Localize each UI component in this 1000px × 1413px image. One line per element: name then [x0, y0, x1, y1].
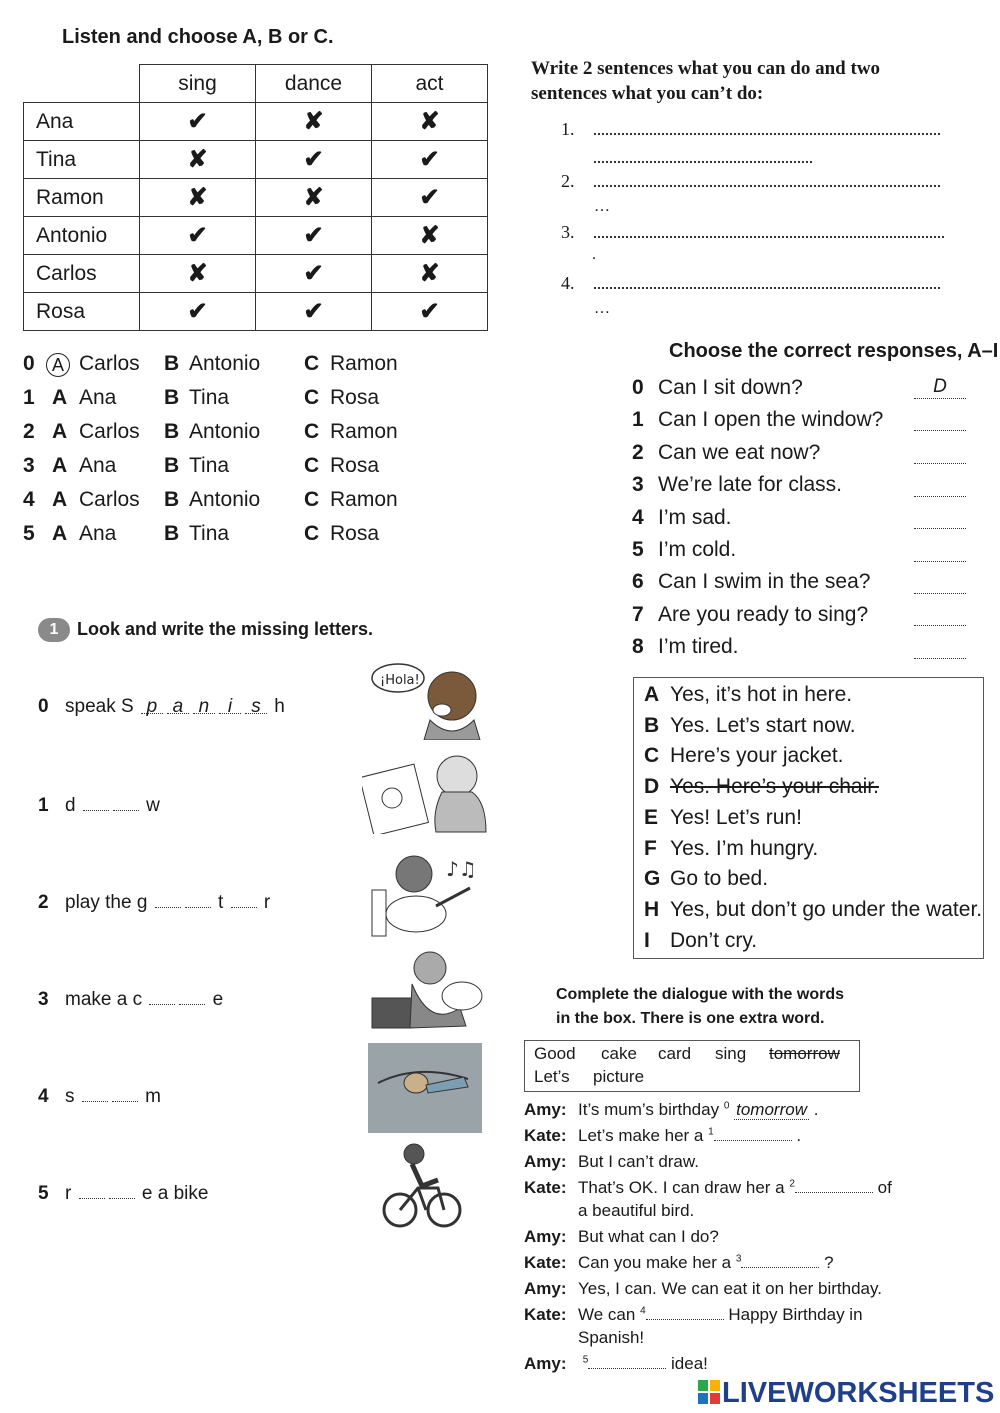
- dialogue-input-4[interactable]: [646, 1306, 724, 1320]
- response-question-0: 0 Can I sit down?: [632, 376, 803, 399]
- exercise-badge: 1: [38, 618, 70, 642]
- answer-option: I Don’t cry.: [644, 929, 758, 952]
- listen-title: Listen and choose A, B or C.: [62, 26, 334, 48]
- write-item-2-number: 2.: [561, 171, 575, 191]
- answer-option: G Go to bed.: [644, 867, 769, 890]
- boy-swimming-picture: [368, 1043, 482, 1133]
- letter-input[interactable]: [155, 890, 181, 908]
- dialogue-line-3: Kate: That’s OK. I can draw her a $^2$ of: [524, 1178, 892, 1197]
- response-input-2[interactable]: [914, 441, 966, 464]
- response-question-7: 7 Are you ready to sing?: [632, 603, 869, 626]
- dialogue-line-0: Amy: It’s mum’s birthday $^0$ tomorrow .: [524, 1100, 819, 1119]
- letter-input[interactable]: [109, 1181, 135, 1199]
- dialogue-line-6: Kate: Can you make her a $^3$ ?: [524, 1253, 834, 1272]
- missing-item-5: 5 r e a bike: [38, 1183, 209, 1204]
- dialogue-line-2: Amy: But I can’t draw.: [524, 1152, 699, 1171]
- response-input-4[interactable]: [914, 506, 966, 529]
- write-line-3[interactable]: [594, 236, 944, 238]
- response-question-5: 5 I’m cold.: [632, 538, 737, 561]
- missing-item-3: 3 make a c e: [38, 989, 224, 1010]
- missing-item-2: 2 play the g t r: [38, 892, 271, 913]
- letter-input[interactable]: [113, 793, 139, 811]
- letter-input[interactable]: [82, 1084, 108, 1102]
- header-dance: dance: [256, 65, 372, 103]
- table-row: Tina ✘ ✔ ✔: [24, 141, 488, 179]
- dialogue-input-2[interactable]: [795, 1179, 873, 1193]
- dialogue-input-3[interactable]: [741, 1254, 819, 1268]
- responses-title: Choose the correct responses, A–I: [669, 340, 999, 362]
- dialogue-line-1: Kate: Let’s make her a $^1$ .: [524, 1126, 802, 1145]
- letter-input[interactable]: [179, 987, 205, 1005]
- answer-option: A Yes, it’s hot in here.: [644, 683, 853, 706]
- write-line-1b[interactable]: [594, 161, 812, 163]
- response-answer-0: D: [914, 376, 966, 399]
- missing-item-4: 4 s m: [38, 1086, 161, 1107]
- write-line-2[interactable]: [594, 185, 940, 187]
- dialogue-input-5[interactable]: [588, 1355, 666, 1369]
- header-act: act: [372, 65, 488, 103]
- girl-drawing-picture: [362, 752, 492, 834]
- missing-item-0: 0 speak S p a n i s h: [38, 696, 285, 717]
- boy-speaking-picture: [370, 660, 490, 740]
- response-input-3[interactable]: [914, 474, 966, 497]
- answer-option: H Yes, but don’t go under the water.: [644, 898, 983, 921]
- answer-option-used: D Yes. Here’s your chair.: [644, 775, 879, 798]
- table-row: Rosa ✔ ✔ ✔: [24, 293, 488, 331]
- answer-option: E Yes! Let’s run!: [644, 806, 802, 829]
- dialogue-line-5: Amy: But what can I do?: [524, 1227, 719, 1246]
- dialogue-line-8: Kate: We can $^4$ Happy Birthday in: [524, 1305, 863, 1324]
- write-item-1-number: 1.: [561, 119, 575, 139]
- dialogue-line-4: a beautiful bird.: [578, 1201, 695, 1220]
- write-line-4[interactable]: [594, 287, 940, 289]
- response-input-6[interactable]: [914, 571, 966, 594]
- answer-option: C Here’s your jacket.: [644, 744, 844, 767]
- missing-item-1: 1 d w: [38, 795, 160, 816]
- response-question-6: 6 Can I swim in the sea?: [632, 570, 871, 593]
- letter-input[interactable]: [185, 890, 211, 908]
- letter-input[interactable]: [112, 1084, 138, 1102]
- response-input-5[interactable]: [914, 539, 966, 562]
- header-sing: sing: [140, 65, 256, 103]
- response-input-8[interactable]: [914, 636, 966, 659]
- response-question-3: 3 We’re late for class.: [632, 473, 843, 496]
- word-box: Good cake card sing tomorrow Let’s picture: [524, 1040, 860, 1092]
- answers-box: [633, 677, 984, 959]
- missing-title: Look and write the missing letters.: [77, 619, 374, 639]
- response-input-7[interactable]: [914, 603, 966, 626]
- letter-input[interactable]: [149, 987, 175, 1005]
- letter-input[interactable]: [83, 793, 109, 811]
- write-item-3-number: 3.: [561, 222, 575, 242]
- selected-answer-circle[interactable]: A: [46, 353, 70, 377]
- response-question-4: 4 I’m sad.: [632, 506, 732, 529]
- letter-input[interactable]: [79, 1181, 105, 1199]
- response-question-8: 8 I’m tired.: [632, 635, 739, 658]
- write-line-1[interactable]: [594, 133, 940, 135]
- girl-bike-picture: [382, 1140, 462, 1232]
- response-question-1: 1 Can I open the window?: [632, 408, 884, 431]
- table-row: Carlos ✘ ✔ ✘: [24, 255, 488, 293]
- liveworksheets-logo-icon: [698, 1380, 720, 1404]
- dialogue-line-7: Amy: Yes, I can. We can eat it on her birthday.: [524, 1279, 882, 1298]
- boy-guitar-picture: [366, 850, 486, 938]
- write-item-4-number: 4.: [561, 273, 575, 293]
- skills-table: [23, 64, 488, 331]
- hola-speech-text: ¡Hola!: [380, 673, 420, 688]
- answer-option: B Yes. Let’s start now.: [644, 714, 856, 737]
- answer-option: F Yes. I’m hungry.: [644, 837, 819, 860]
- table-header-row: [24, 65, 488, 103]
- dialogue-line-9: Spanish!: [578, 1328, 645, 1347]
- svg-text:♪♫: ♪♫: [446, 857, 477, 881]
- used-word: tomorrow: [769, 1044, 840, 1063]
- dialogue-input-1[interactable]: [714, 1127, 792, 1141]
- table-row: Ana ✔ ✘ ✘: [24, 103, 488, 141]
- dialogue-line-10: Amy: $^5$ idea!: [524, 1354, 708, 1373]
- write-title: Write 2 sentences what you can do and two sentences what you can’t do:: [531, 58, 881, 104]
- response-input-1[interactable]: [914, 408, 966, 431]
- liveworksheets-brand[interactable]: LIVEWORKSHEETS: [722, 1377, 995, 1409]
- table-row: Antonio ✔ ✔ ✘: [24, 217, 488, 255]
- woman-cake-picture: [370, 948, 486, 1032]
- table-row: Ramon ✘ ✘ ✔: [24, 179, 488, 217]
- letter-input[interactable]: [231, 890, 257, 908]
- dialogue-title: Complete the dialogue with the words in the box. There is one extra word.: [556, 986, 845, 1027]
- response-question-2: 2 Can we eat now?: [632, 441, 821, 464]
